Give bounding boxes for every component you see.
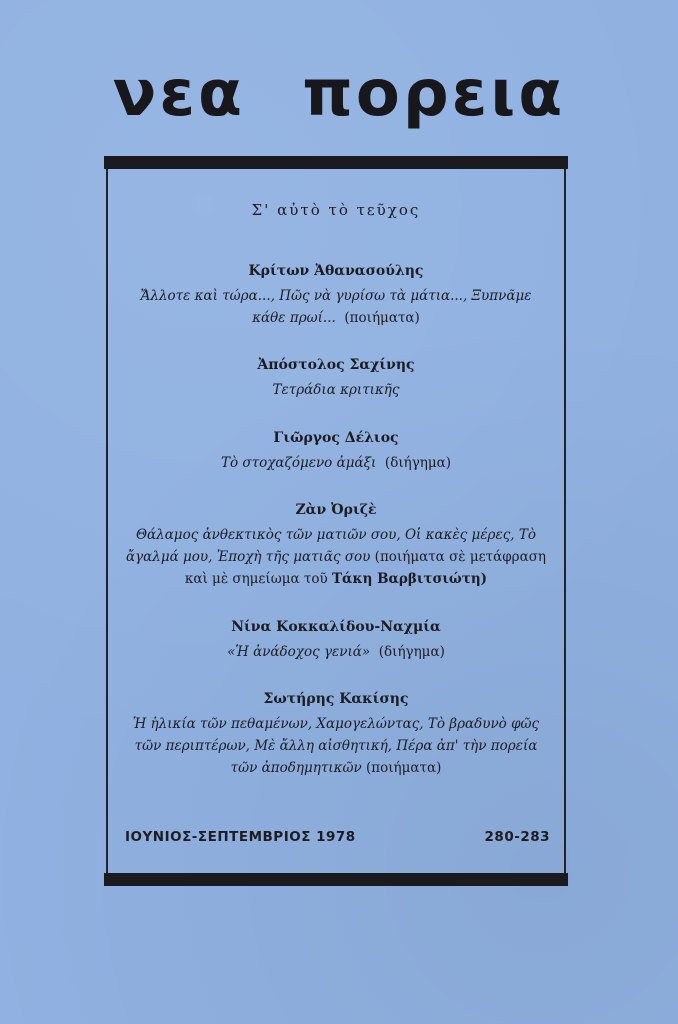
works-line: ἄγαλμά μου, Ἐποχὴ τῆς ματιᾶς σου: [125, 549, 371, 565]
genre-note-continued: καὶ μὲ σημείωμα τοῦ: [184, 571, 328, 587]
issue-date: ΙΟΥΝΙΟΣ-ΣΕΠΤΕΜΒΡΙΟΣ 1978: [125, 829, 356, 845]
works-line: «Ἡ ἀνάδοχος γενιά»: [227, 644, 371, 660]
works-line: Θάλαμος ἀνθεκτικὸς τῶν ματιῶν σου, Οἱ κακὲς μέρες, Τὸ: [135, 527, 537, 543]
entry-author: Ἀπόστολος Σαχίνης: [257, 357, 415, 373]
genre-note: (ποιήματα): [365, 760, 442, 776]
title-word-1: νεα: [112, 57, 245, 131]
entry-author: Νίνα Κοκκαλίδου-Ναχμία: [231, 619, 441, 635]
works-line: Τὸ στοχαζόμενο ἀμάξι: [220, 455, 377, 471]
works-line: Ἄλλοτε καὶ τώρα..., Πῶς νὰ γυρίσω τὰ μάτια..., Ξυπνᾶμε: [140, 288, 532, 304]
top-rule: [104, 156, 568, 169]
genre-note: (ποιήματα σὲ μετάφραση: [374, 549, 546, 565]
works-line: τῶν ἀποδημητικῶν: [230, 760, 362, 776]
contents-entry: [112, 691, 560, 779]
works-line: Ἡ ἡλικία τῶν πεθαμένων, Χαμογελώντας, Τὸ βραδυνὸ φῶς: [132, 716, 540, 732]
entry-author: Ζὰν Ὀριζὲ: [295, 502, 377, 518]
contents-entry: [112, 357, 560, 401]
genre-note: (ποιήματα): [344, 310, 420, 326]
bottom-rule: [104, 873, 568, 886]
entry-works: [112, 524, 560, 590]
works-line: τῶν περιπτέρων, Μὲ ἄλλη αἰσθητική, Πέρα ἀπ' τὴν πορεία: [134, 738, 538, 754]
entry-works: [112, 285, 560, 329]
entry-author: Κρίτων Ἀθανασούλης: [248, 263, 424, 279]
translator-name: Τάκη Βαρβιτσιώτη): [332, 571, 488, 587]
works-line: Τετράδια κριτικῆς: [272, 382, 400, 398]
genre-note: (διήγημα): [378, 644, 445, 660]
contents-entry: [112, 430, 560, 474]
entry-works: [112, 379, 560, 401]
issue-number: 280-283: [484, 829, 550, 845]
magazine-title: [0, 57, 678, 131]
entry-author: Σωτήρης Κακίσης: [263, 691, 409, 707]
contents-heading: Σ' αὐτὸ τὸ τεῦχος: [251, 201, 421, 219]
entry-author: Γιῶργος Δέλιος: [273, 430, 399, 446]
title-word-2: πορεια: [302, 57, 566, 131]
contents-entry: [112, 263, 560, 329]
genre-note: (διήγημα): [384, 455, 452, 471]
entry-works: [112, 641, 560, 663]
contents-entry: [112, 619, 560, 663]
entry-works: [112, 713, 560, 779]
works-line: κάθε πρωί...: [252, 310, 336, 326]
contents-entry: [112, 502, 560, 590]
entry-works: [112, 452, 560, 474]
